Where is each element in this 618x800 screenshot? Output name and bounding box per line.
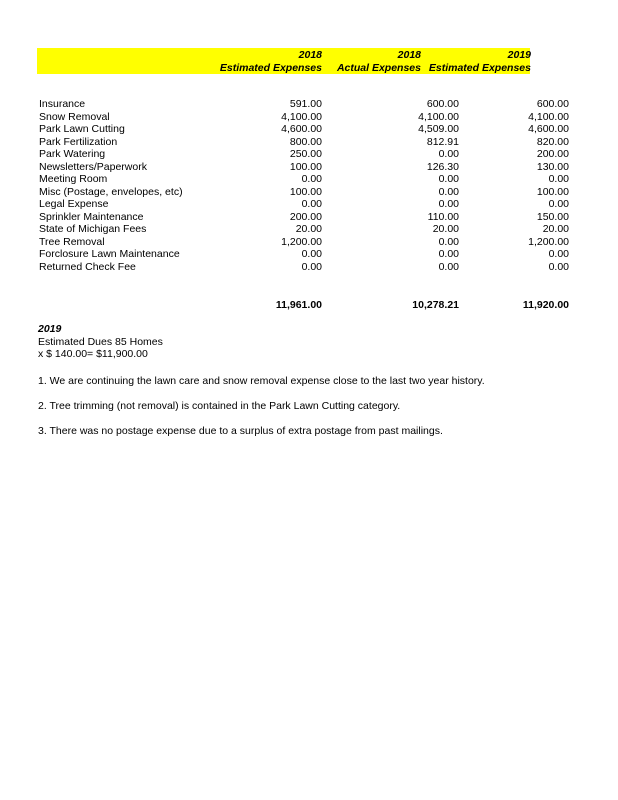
table-row (38, 185, 569, 199)
header-year: 2018 (397, 49, 421, 61)
actual-2018-value: 4,100.00 (418, 110, 459, 123)
est-2019-value: 0.00 (548, 198, 569, 210)
est-2019-value: 200.00 (536, 148, 569, 160)
actual-2018-value: 0.00 (438, 235, 459, 248)
actual-2018-value: 0.00 (438, 260, 459, 273)
note-2: 2. Tree trimming (not removal) is contained in the Park Lawn Cutting category. (38, 400, 401, 412)
est-2019-value: 4,600.00 (528, 123, 569, 135)
total-est-2019: 11,920.00 (522, 299, 569, 311)
est-2018-value: 1,200.00 (281, 235, 322, 248)
header-label: Estimated Expenses (428, 61, 531, 74)
dues-block (38, 323, 163, 361)
actual-2018-value: 20.00 (432, 223, 459, 235)
row-label: Meeting Room (39, 173, 108, 185)
table-row (38, 148, 569, 161)
est-2018-value: 0.00 (301, 260, 322, 273)
row-label: Misc (Postage, envelopes, etc) (39, 185, 183, 198)
table-row (38, 198, 569, 211)
est-2018-value: 20.00 (295, 223, 322, 235)
est-2018-value: 4,100.00 (281, 110, 322, 123)
est-2019-value: 820.00 (536, 135, 569, 148)
table-row (38, 210, 569, 224)
total-actual-2018: 10,278.21 (412, 299, 459, 311)
row-label: Forclosure Lawn Maintenance (39, 248, 180, 260)
est-2019-value: 130.00 (536, 160, 569, 173)
actual-2018-value: 0.00 (438, 248, 459, 260)
table-row (38, 235, 569, 249)
est-2018-value: 591.00 (289, 98, 322, 110)
actual-2018-value: 0.00 (438, 198, 459, 210)
est-2019-value: 100.00 (536, 185, 569, 198)
est-2019-value: 1,200.00 (528, 235, 569, 248)
actual-2018-value: 600.00 (426, 98, 459, 110)
row-label: Park Fertilization (39, 135, 118, 148)
est-2019-value: 0.00 (548, 173, 569, 185)
est-2018-value: 200.00 (289, 210, 322, 223)
expense-table (38, 98, 569, 273)
est-2018-value: 250.00 (289, 148, 322, 160)
est-2019-value: 150.00 (536, 210, 569, 223)
header-label: Actual Expenses (336, 61, 421, 74)
actual-2018-value: 0.00 (438, 173, 459, 185)
est-2018-value: 800.00 (289, 135, 322, 148)
row-label: Insurance (39, 98, 86, 110)
header-year: 2019 (507, 49, 531, 61)
row-label: Snow Removal (39, 110, 110, 123)
row-label: Returned Check Fee (39, 260, 136, 273)
table-row (38, 123, 569, 136)
table-row (38, 110, 569, 124)
row-label: Park Lawn Cutting (39, 123, 125, 135)
header-2018-actual (311, 49, 421, 74)
est-2019-value: 4,100.00 (528, 110, 569, 123)
row-label: State of Michigan Fees (39, 223, 147, 235)
table-row (38, 173, 569, 186)
header-year: 2018 (298, 49, 322, 61)
est-2019-value: 600.00 (536, 98, 569, 110)
table-row (38, 223, 569, 236)
table-row (38, 160, 569, 174)
est-2019-value: 0.00 (548, 248, 569, 260)
dues-homes: Estimated Dues 85 Homes (38, 335, 163, 348)
row-label: Sprinkler Maintenance (39, 210, 144, 223)
table-row (38, 98, 569, 111)
actual-2018-value: 4,509.00 (418, 123, 459, 135)
est-2018-value: 0.00 (301, 248, 322, 260)
est-2018-value: 100.00 (289, 185, 322, 198)
actual-2018-value: 126.30 (426, 160, 459, 173)
row-label: Park Watering (39, 148, 106, 160)
actual-2018-value: 0.00 (438, 185, 459, 198)
est-2019-value: 0.00 (548, 260, 569, 273)
est-2018-value: 4,600.00 (281, 123, 322, 135)
actual-2018-value: 0.00 (438, 148, 459, 160)
header-2018-estimated (212, 49, 322, 74)
row-label: Legal Expense (39, 198, 109, 210)
actual-2018-value: 812.91 (426, 135, 459, 148)
row-label: Tree Removal (39, 235, 105, 248)
note-1: 1. We are continuing the lawn care and snow removal expense close to the last two year history. (38, 375, 485, 387)
note-3: 3. There was no postage expense due to a surplus of extra postage from past mailings. (38, 425, 443, 437)
dues-year: 2019 (38, 323, 62, 335)
dues-calculation: x $ 140.00= $11,900.00 (38, 348, 148, 360)
header-label: Estimated Expenses (219, 61, 322, 74)
est-2018-value: 100.00 (289, 160, 322, 173)
est-2019-value: 20.00 (542, 223, 569, 235)
table-row (38, 260, 569, 274)
header-2019-estimated (421, 49, 531, 74)
table-row (38, 248, 569, 261)
table-row (38, 135, 569, 149)
totals-row (38, 299, 569, 313)
est-2018-value: 0.00 (301, 198, 322, 210)
actual-2018-value: 110.00 (427, 210, 459, 223)
row-label: Newsletters/Paperwork (39, 160, 147, 173)
est-2018-value: 0.00 (301, 173, 322, 185)
total-est-2018: 11,961.00 (275, 299, 322, 311)
